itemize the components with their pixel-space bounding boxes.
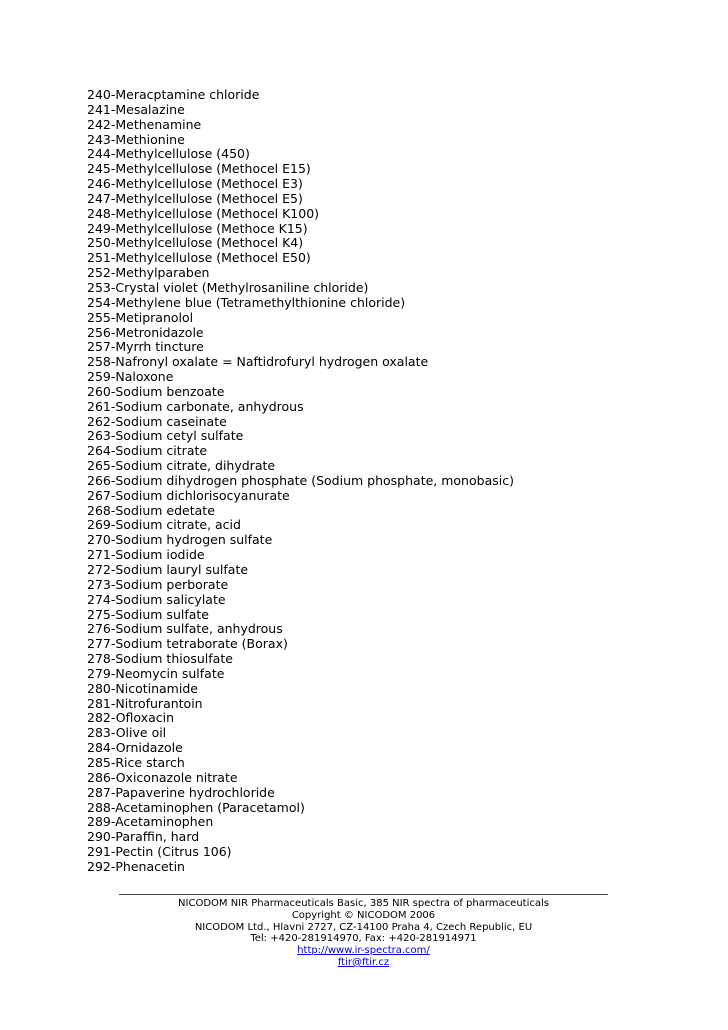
page-footer [119, 898, 608, 969]
list-item: 242-Methenamine [87, 116, 202, 132]
footer-email-link[interactable]: ftir@ftir.cz [337, 956, 390, 968]
list-item: 240-Meracptamine chloride [87, 87, 260, 102]
list-item: 266-Sodium dihydrogen phosphate (Sodium phosphate, monobasic) [87, 472, 514, 488]
footer-product-line: NICODOM NIR Pharmaceuticals Basic, 385 NIR spectra of pharmaceuticals [178, 898, 549, 909]
footer-divider [119, 894, 608, 895]
compound-list [87, 88, 514, 875]
list-item: 281-Nitrofurantoin [87, 695, 203, 711]
list-item: 273-Sodium perborate [87, 576, 229, 592]
list-item: 260-Sodium benzoate [87, 383, 225, 399]
list-item: 272-Sodium lauryl sulfate [87, 562, 249, 577]
list-item: 250-Methylcellulose (Methocel K4) [87, 235, 304, 251]
list-item: 265-Sodium citrate, dihydrate [87, 458, 276, 474]
list-item: 261-Sodium carbonate, anhydrous [87, 398, 304, 414]
list-item: 287-Papaverine hydrochloride [87, 784, 275, 800]
list-item: 276-Sodium sulfate, anhydrous [87, 621, 283, 637]
list-item: 283-Olive oil [87, 725, 167, 741]
footer-website-link[interactable]: http://www.ir-spectra.com/ [297, 945, 430, 957]
list-item: 270-Sodium hydrogen sulfate [87, 532, 273, 548]
list-item: 257-Myrrh tincture [87, 339, 204, 355]
list-item: 245-Methylcellulose (Methocel E15) [87, 161, 311, 177]
list-item: 285-Rice starch [87, 754, 185, 770]
list-item: 274-Sodium salicylate [87, 591, 226, 607]
footer-copyright: Copyright © NICODOM 2006 [291, 909, 436, 921]
list-item: 279-Neomycin sulfate [87, 665, 225, 681]
list-item: 262-Sodium caseinate [87, 413, 227, 429]
footer-address: NICODOM Ltd., Hlavni 2727, CZ-14100 Praha 4, Czech Republic, EU [194, 921, 533, 933]
list-item: 241-Mesalazine [87, 101, 185, 117]
list-item: 258-Nafronyl oxalate = Naftidrofuryl hydrogen oxalate [87, 354, 429, 370]
list-item: 255-Metipranolol [87, 309, 194, 325]
list-item: 249-Methylcellulose (Methoce K15) [87, 220, 308, 236]
list-item: 243-Methionine [87, 131, 185, 147]
list-item: 244-Methylcellulose (450) [87, 146, 250, 162]
list-item: 269-Sodium citrate, acid [87, 517, 241, 533]
list-item: 253-Crystal violet (Methylrosaniline chloride) [87, 279, 369, 295]
list-item: 284-Ornidazole [87, 740, 183, 756]
list-item: 264-Sodium citrate [87, 443, 208, 459]
list-item: 291-Pectin (Citrus 106) [87, 844, 232, 860]
list-item: 290-Paraffin, hard [87, 829, 200, 845]
list-item: 251-Methylcellulose (Methocel E50) [87, 250, 311, 266]
list-item: 259-Naloxone [87, 369, 174, 385]
list-item: 254-Methylene blue (Tetramethylthionine chloride) [87, 294, 406, 310]
list-item: 256-Metronidazole [87, 324, 204, 340]
list-item: 282-Ofloxacin [87, 710, 175, 726]
footer-phone-fax: Tel: +420-281914970, Fax: +420-281914971 [250, 933, 477, 945]
list-item: 288-Acetaminophen (Paracetamol) [87, 799, 305, 815]
list-item: 263-Sodium cetyl sulfate [87, 428, 244, 444]
list-item: 247-Methylcellulose (Methocel E5) [87, 190, 303, 206]
list-item: 267-Sodium dichlorisocyanurate [87, 487, 290, 503]
list-item: 275-Sodium sulfate [87, 606, 209, 622]
list-item: 246-Methylcellulose (Methocel E3) [87, 176, 303, 192]
list-item: 271-Sodium iodide [87, 547, 205, 563]
list-item: 277-Sodium tetraborate (Borax) [87, 636, 288, 652]
list-item: 292-Phenacetin [87, 858, 185, 874]
list-item: 252-Methylparaben [87, 265, 210, 281]
list-item: 280-Nicotinamide [87, 680, 198, 696]
list-item: 268-Sodium edetate [87, 502, 215, 518]
list-item: 278-Sodium thiosulfate [87, 651, 233, 667]
list-item: 248-Methylcellulose (Methocel K100) [87, 205, 320, 221]
list-item: 289-Acetaminophen [87, 814, 214, 830]
list-item: 286-Oxiconazole nitrate [87, 769, 238, 785]
